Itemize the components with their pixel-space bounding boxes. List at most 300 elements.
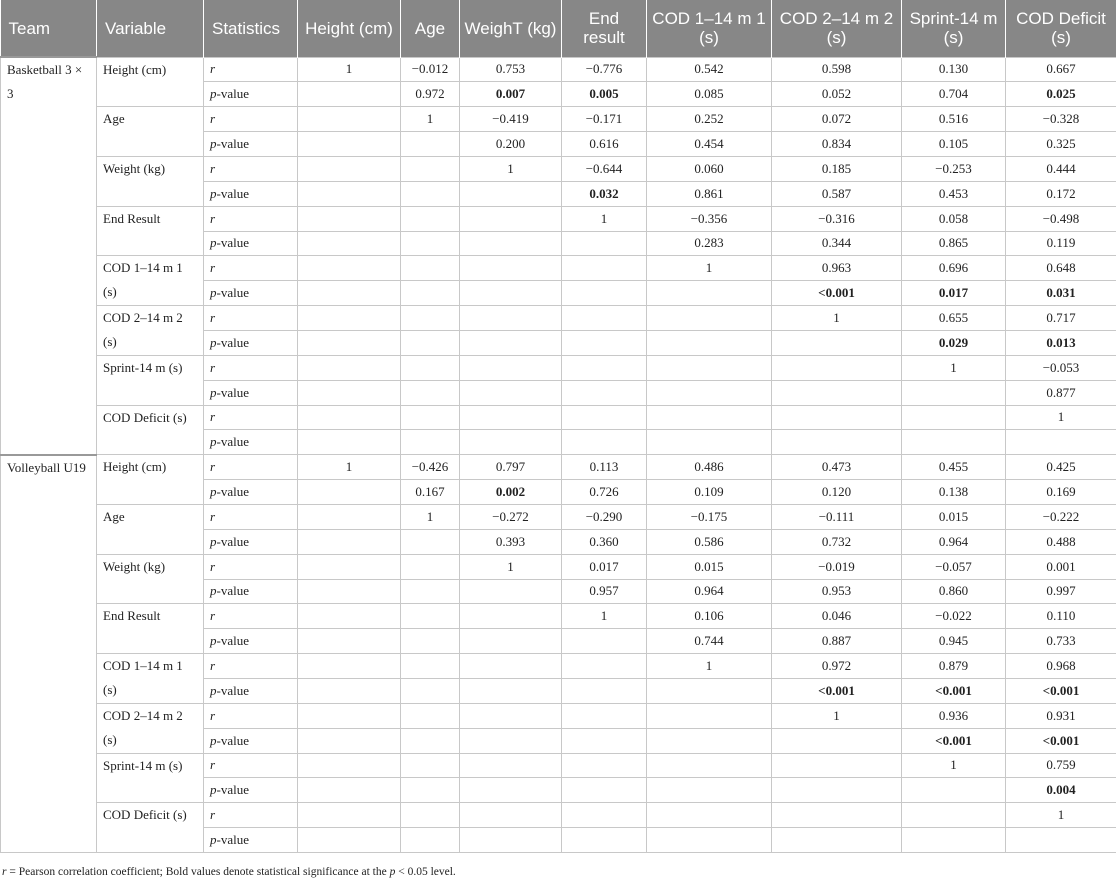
p-value-cell <box>772 430 902 455</box>
p-value-cell <box>562 828 647 853</box>
r-value-cell <box>902 405 1006 430</box>
statistic-symbol: p <box>210 533 217 549</box>
statistic-cell <box>204 206 298 231</box>
p-value-cell <box>298 529 401 554</box>
statistic-cell <box>204 455 298 480</box>
table-row-r <box>1 156 1116 181</box>
p-value-cell: 0.972 <box>401 82 460 107</box>
p-value-cell <box>772 678 902 703</box>
statistic-cell <box>204 156 298 181</box>
variable-cell: End Result <box>97 604 204 654</box>
statistic-suffix: -value <box>216 285 249 301</box>
statistic-cell <box>204 281 298 306</box>
statistic-suffix: -value <box>216 633 249 649</box>
p-value-cell <box>298 579 401 604</box>
p-value-cell <box>772 728 902 753</box>
table-row-r <box>1 554 1116 579</box>
statistic-suffix: -value <box>216 832 249 848</box>
statistic-symbol: p <box>210 285 217 301</box>
p-value-cell <box>1006 82 1116 107</box>
p-value-cell <box>902 330 1006 355</box>
p-value-cell <box>460 778 562 803</box>
significant-value: 0.005 <box>589 86 619 102</box>
r-value-cell <box>772 405 902 430</box>
variable-cell: End Result <box>97 206 204 256</box>
p-value-cell <box>647 330 772 355</box>
statistic-suffix: -value <box>216 434 249 450</box>
statistic-symbol: r <box>210 807 216 823</box>
p-value-cell: 0.964 <box>902 529 1006 554</box>
p-value-cell <box>562 629 647 654</box>
statistic-cell <box>204 629 298 654</box>
statistic-suffix: -value <box>216 136 249 151</box>
r-value-cell <box>460 654 562 679</box>
r-value-cell: 0.015 <box>902 504 1006 529</box>
p-value-cell: 0.119 <box>1006 231 1116 256</box>
statistic-cell <box>204 728 298 753</box>
r-value-cell: −0.644 <box>562 156 647 181</box>
table-row-r <box>1 256 1116 281</box>
r-value-cell: 1 <box>401 107 460 132</box>
p-value-cell: 0.744 <box>647 629 772 654</box>
r-value-cell: 0.455 <box>902 455 1006 480</box>
statistic-cell <box>204 132 298 157</box>
statistic-cell <box>204 778 298 803</box>
r-value-cell <box>298 256 401 281</box>
p-value-cell <box>401 529 460 554</box>
r-value-cell: −0.498 <box>1006 206 1116 231</box>
r-value-cell <box>401 156 460 181</box>
p-value-cell <box>401 231 460 256</box>
p-value-cell <box>562 82 647 107</box>
statistic-symbol: r <box>210 608 216 624</box>
p-value-cell: 0.052 <box>772 82 902 107</box>
r-value-cell: 0.879 <box>902 654 1006 679</box>
r-value-cell: −0.290 <box>562 504 647 529</box>
statistic-symbol: p <box>210 185 217 201</box>
p-value-cell <box>902 678 1006 703</box>
p-value-cell <box>902 430 1006 455</box>
statistic-cell <box>204 430 298 455</box>
r-value-cell: −0.419 <box>460 107 562 132</box>
r-value-cell: 0.968 <box>1006 654 1116 679</box>
r-value-cell <box>460 604 562 629</box>
r-value-cell: −0.253 <box>902 156 1006 181</box>
p-value-cell <box>1006 778 1116 803</box>
p-value-cell <box>401 579 460 604</box>
r-value-cell: 0.648 <box>1006 256 1116 281</box>
significant-value: <0.001 <box>1042 682 1080 698</box>
p-value-cell <box>460 678 562 703</box>
statistic-suffix: -value <box>216 533 249 549</box>
statistic-cell <box>204 703 298 728</box>
variable-cell: Sprint-14 m (s) <box>97 753 204 803</box>
r-value-cell <box>562 355 647 380</box>
statistic-symbol: p <box>210 583 217 599</box>
r-value-cell: 0.058 <box>902 206 1006 231</box>
r-value-cell: −0.053 <box>1006 355 1116 380</box>
p-value-cell <box>401 778 460 803</box>
table-row-r <box>1 455 1116 480</box>
r-value-cell <box>401 306 460 331</box>
p-value-cell <box>460 480 562 505</box>
statistic-symbol: r <box>210 260 216 276</box>
r-value-cell: 0.759 <box>1006 753 1116 778</box>
p-value-cell <box>298 728 401 753</box>
r-value-cell <box>460 256 562 281</box>
statistic-suffix: -value <box>216 334 249 350</box>
r-value-cell <box>401 753 460 778</box>
statistic-suffix: -value <box>216 235 249 251</box>
variable-cell: COD 1–14 m 1 (s) <box>97 256 204 306</box>
p-value-cell <box>772 380 902 405</box>
statistic-symbol: p <box>210 86 217 102</box>
statistic-cell <box>204 82 298 107</box>
r-value-cell: 1 <box>460 554 562 579</box>
p-value-cell <box>647 828 772 853</box>
r-value-cell: 0.001 <box>1006 554 1116 579</box>
variable-cell: Age <box>97 107 204 157</box>
p-value-cell <box>647 430 772 455</box>
p-value-cell: 0.861 <box>647 181 772 206</box>
r-value-cell: −0.316 <box>772 206 902 231</box>
header-cod-deficit: COD Deficit (s) <box>1006 0 1116 57</box>
variable-cell: Sprint-14 m (s) <box>97 355 204 405</box>
significant-value: 0.032 <box>589 185 619 201</box>
p-value-cell <box>647 380 772 405</box>
statistic-suffix: -value <box>216 86 249 102</box>
p-value-cell <box>1006 281 1116 306</box>
p-value-cell <box>772 828 902 853</box>
p-value-cell <box>298 778 401 803</box>
table-row-r <box>1 604 1116 629</box>
r-value-cell: 1 <box>460 156 562 181</box>
r-value-cell: 1 <box>772 306 902 331</box>
header-age: Age <box>401 0 460 57</box>
variable-cell: COD 1–14 m 1 (s) <box>97 654 204 704</box>
significant-value: 0.025 <box>1046 86 1076 102</box>
r-value-cell: 0.473 <box>772 455 902 480</box>
r-value-cell: 0.017 <box>562 554 647 579</box>
p-value-cell <box>647 281 772 306</box>
statistic-symbol: r <box>210 310 216 326</box>
p-value-cell: 0.953 <box>772 579 902 604</box>
p-value-cell <box>401 430 460 455</box>
header-end-result: End result <box>562 0 647 57</box>
r-value-cell <box>298 206 401 231</box>
significant-value: <0.001 <box>818 285 855 301</box>
statistic-symbol: p <box>210 235 217 251</box>
significant-value: 0.004 <box>1046 782 1076 798</box>
r-value-cell: 1 <box>401 504 460 529</box>
p-value-cell: 0.200 <box>460 132 562 157</box>
r-value-cell <box>401 256 460 281</box>
table-body <box>1 57 1116 853</box>
table-row-r <box>1 57 1116 82</box>
statistic-symbol: p <box>210 136 217 151</box>
header-team: Team <box>1 0 97 57</box>
r-value-cell: 1 <box>647 654 772 679</box>
r-value-cell <box>401 703 460 728</box>
variable-cell: Height (cm) <box>97 57 204 107</box>
r-value-cell <box>647 753 772 778</box>
team-cell: Basketball 3 × 3 <box>1 57 97 455</box>
r-value-cell: 0.113 <box>562 455 647 480</box>
footnote-p-symbol: p <box>389 866 396 878</box>
p-value-cell <box>562 181 647 206</box>
statistic-cell <box>204 355 298 380</box>
variable-cell: Weight (kg) <box>97 554 204 604</box>
table-footnote <box>2 866 456 878</box>
p-value-cell: 0.167 <box>401 480 460 505</box>
p-value-cell <box>647 678 772 703</box>
p-value-cell <box>562 330 647 355</box>
r-value-cell: 0.936 <box>902 703 1006 728</box>
significant-value: <0.001 <box>935 732 972 748</box>
variable-cell: COD Deficit (s) <box>97 803 204 853</box>
statistic-symbol: r <box>210 61 216 77</box>
p-value-cell <box>562 430 647 455</box>
variable-cell: COD 2–14 m 2 (s) <box>97 306 204 356</box>
variable-cell: COD Deficit (s) <box>97 405 204 455</box>
p-value-cell <box>1006 828 1116 853</box>
statistic-suffix: -value <box>216 782 249 798</box>
statistic-suffix: -value <box>216 732 249 748</box>
p-value-cell <box>460 231 562 256</box>
r-value-cell <box>647 306 772 331</box>
r-value-cell <box>401 604 460 629</box>
p-value-cell <box>1006 330 1116 355</box>
statistic-symbol: p <box>210 434 217 450</box>
statistic-symbol: r <box>210 111 216 127</box>
p-value-cell <box>298 330 401 355</box>
r-value-cell <box>647 703 772 728</box>
statistic-cell <box>204 380 298 405</box>
r-value-cell <box>460 803 562 828</box>
statistic-cell <box>204 579 298 604</box>
p-value-cell: 0.120 <box>772 480 902 505</box>
p-value-cell <box>460 728 562 753</box>
p-value-cell <box>1006 728 1116 753</box>
p-value-cell <box>401 281 460 306</box>
r-value-cell <box>298 504 401 529</box>
r-value-cell <box>902 803 1006 828</box>
r-value-cell: −0.776 <box>562 57 647 82</box>
statistic-cell <box>204 330 298 355</box>
r-value-cell: −0.272 <box>460 504 562 529</box>
r-value-cell <box>298 803 401 828</box>
r-value-cell <box>562 753 647 778</box>
p-value-cell <box>401 629 460 654</box>
r-value-cell: 0.444 <box>1006 156 1116 181</box>
p-value-cell <box>1006 430 1116 455</box>
p-value-cell <box>562 678 647 703</box>
significant-value: <0.001 <box>1042 732 1080 748</box>
p-value-cell <box>772 281 902 306</box>
r-value-cell: 0.753 <box>460 57 562 82</box>
r-value-cell: 0.655 <box>902 306 1006 331</box>
statistic-cell <box>204 529 298 554</box>
p-value-cell <box>298 678 401 703</box>
r-value-cell <box>647 803 772 828</box>
r-value-cell <box>298 156 401 181</box>
r-value-cell: 1 <box>1006 803 1116 828</box>
p-value-cell <box>401 828 460 853</box>
r-value-cell: −0.171 <box>562 107 647 132</box>
r-value-cell: 0.516 <box>902 107 1006 132</box>
p-value-cell <box>562 778 647 803</box>
p-value-cell <box>298 281 401 306</box>
statistic-cell <box>204 604 298 629</box>
r-value-cell <box>401 654 460 679</box>
statistic-suffix: -value <box>216 384 249 400</box>
statistic-symbol: p <box>210 633 217 649</box>
r-value-cell <box>401 803 460 828</box>
table-row-r <box>1 107 1116 132</box>
p-value-cell <box>647 778 772 803</box>
r-value-cell: 0.972 <box>772 654 902 679</box>
r-value-cell: 0.106 <box>647 604 772 629</box>
statistic-cell <box>204 181 298 206</box>
r-value-cell <box>460 206 562 231</box>
r-value-cell <box>298 405 401 430</box>
r-value-cell <box>298 654 401 679</box>
r-value-cell: 0.598 <box>772 57 902 82</box>
p-value-cell <box>298 480 401 505</box>
p-value-cell <box>460 330 562 355</box>
p-value-cell: 0.169 <box>1006 480 1116 505</box>
r-value-cell <box>647 405 772 430</box>
r-value-cell: −0.012 <box>401 57 460 82</box>
p-value-cell <box>460 281 562 306</box>
p-value-cell <box>401 181 460 206</box>
statistic-cell <box>204 231 298 256</box>
p-value-cell <box>1006 678 1116 703</box>
variable-cell: Weight (kg) <box>97 156 204 206</box>
p-value-cell <box>298 828 401 853</box>
p-value-cell: 0.109 <box>647 480 772 505</box>
footnote-text-1: = Pearson correlation coefficient; Bold values denote statistical significance at the <box>6 866 390 878</box>
statistic-cell <box>204 256 298 281</box>
statistic-symbol: p <box>210 782 217 798</box>
r-value-cell: 0.696 <box>902 256 1006 281</box>
statistic-symbol: p <box>210 832 217 848</box>
p-value-cell <box>562 380 647 405</box>
p-value-cell: 0.964 <box>647 579 772 604</box>
p-value-cell <box>460 82 562 107</box>
header-sprint: Sprint-14 m (s) <box>902 0 1006 57</box>
statistic-cell <box>204 504 298 529</box>
r-value-cell: −0.356 <box>647 206 772 231</box>
variable-cell: COD 2–14 m 2 (s) <box>97 703 204 753</box>
p-value-cell <box>401 330 460 355</box>
statistic-symbol: p <box>210 384 217 400</box>
r-value-cell: 0.963 <box>772 256 902 281</box>
significant-value: <0.001 <box>935 682 972 698</box>
p-value-cell <box>902 828 1006 853</box>
r-value-cell: 0.797 <box>460 455 562 480</box>
p-value-cell: 0.733 <box>1006 629 1116 654</box>
p-value-cell: 0.945 <box>902 629 1006 654</box>
team-cell: Volleyball U19 <box>1 455 97 853</box>
p-value-cell: 0.732 <box>772 529 902 554</box>
statistic-cell <box>204 405 298 430</box>
p-value-cell: 0.360 <box>562 529 647 554</box>
statistic-cell <box>204 306 298 331</box>
table-row-r <box>1 206 1116 231</box>
r-value-cell: 0.252 <box>647 107 772 132</box>
table-row-r <box>1 405 1116 430</box>
statistic-symbol: p <box>210 682 217 698</box>
r-value-cell <box>562 803 647 828</box>
significant-value: 0.013 <box>1046 334 1076 350</box>
statistic-symbol: p <box>210 732 217 748</box>
statistic-suffix: -value <box>216 583 249 599</box>
p-value-cell <box>460 579 562 604</box>
r-value-cell <box>647 355 772 380</box>
r-value-cell <box>460 306 562 331</box>
r-value-cell: 0.425 <box>1006 455 1116 480</box>
r-value-cell: 0.130 <box>902 57 1006 82</box>
p-value-cell: 0.283 <box>647 231 772 256</box>
r-value-cell <box>562 306 647 331</box>
r-value-cell: 0.667 <box>1006 57 1116 82</box>
r-value-cell <box>298 753 401 778</box>
table-row-r <box>1 654 1116 679</box>
statistic-symbol: r <box>210 757 216 773</box>
statistic-cell <box>204 107 298 132</box>
r-value-cell: 0.110 <box>1006 604 1116 629</box>
statistic-symbol: r <box>210 409 216 425</box>
r-value-cell: 0.931 <box>1006 703 1116 728</box>
r-value-cell: −0.111 <box>772 504 902 529</box>
table-row-r <box>1 703 1116 728</box>
table-row-r <box>1 306 1116 331</box>
statistic-symbol: p <box>210 484 217 500</box>
statistic-symbol: r <box>210 459 216 475</box>
r-value-cell: 1 <box>1006 405 1116 430</box>
p-value-cell: 0.105 <box>902 132 1006 157</box>
footnote-text-2: < 0.05 level. <box>395 866 456 878</box>
statistic-symbol: r <box>210 658 216 674</box>
p-value-cell: 0.085 <box>647 82 772 107</box>
r-value-cell <box>401 554 460 579</box>
statistic-suffix: -value <box>216 682 249 698</box>
p-value-cell <box>562 728 647 753</box>
r-value-cell: −0.019 <box>772 554 902 579</box>
p-value-cell <box>401 132 460 157</box>
p-value-cell <box>298 181 401 206</box>
p-value-cell: 0.726 <box>562 480 647 505</box>
significant-value: 0.002 <box>495 484 526 500</box>
r-value-cell: 0.185 <box>772 156 902 181</box>
p-value-cell: 0.887 <box>772 629 902 654</box>
r-value-cell: −0.175 <box>647 504 772 529</box>
r-value-cell <box>460 703 562 728</box>
p-value-cell: 0.957 <box>562 579 647 604</box>
p-value-cell: 0.172 <box>1006 181 1116 206</box>
header-cod-2: COD 2–14 m 2 (s) <box>772 0 902 57</box>
statistic-symbol: r <box>210 508 216 524</box>
r-value-cell: −0.022 <box>902 604 1006 629</box>
statistic-symbol: r <box>210 558 216 574</box>
p-value-cell <box>401 728 460 753</box>
r-value-cell: 1 <box>902 355 1006 380</box>
r-value-cell <box>298 355 401 380</box>
r-value-cell <box>460 753 562 778</box>
statistic-suffix: -value <box>216 185 249 201</box>
r-value-cell <box>298 604 401 629</box>
